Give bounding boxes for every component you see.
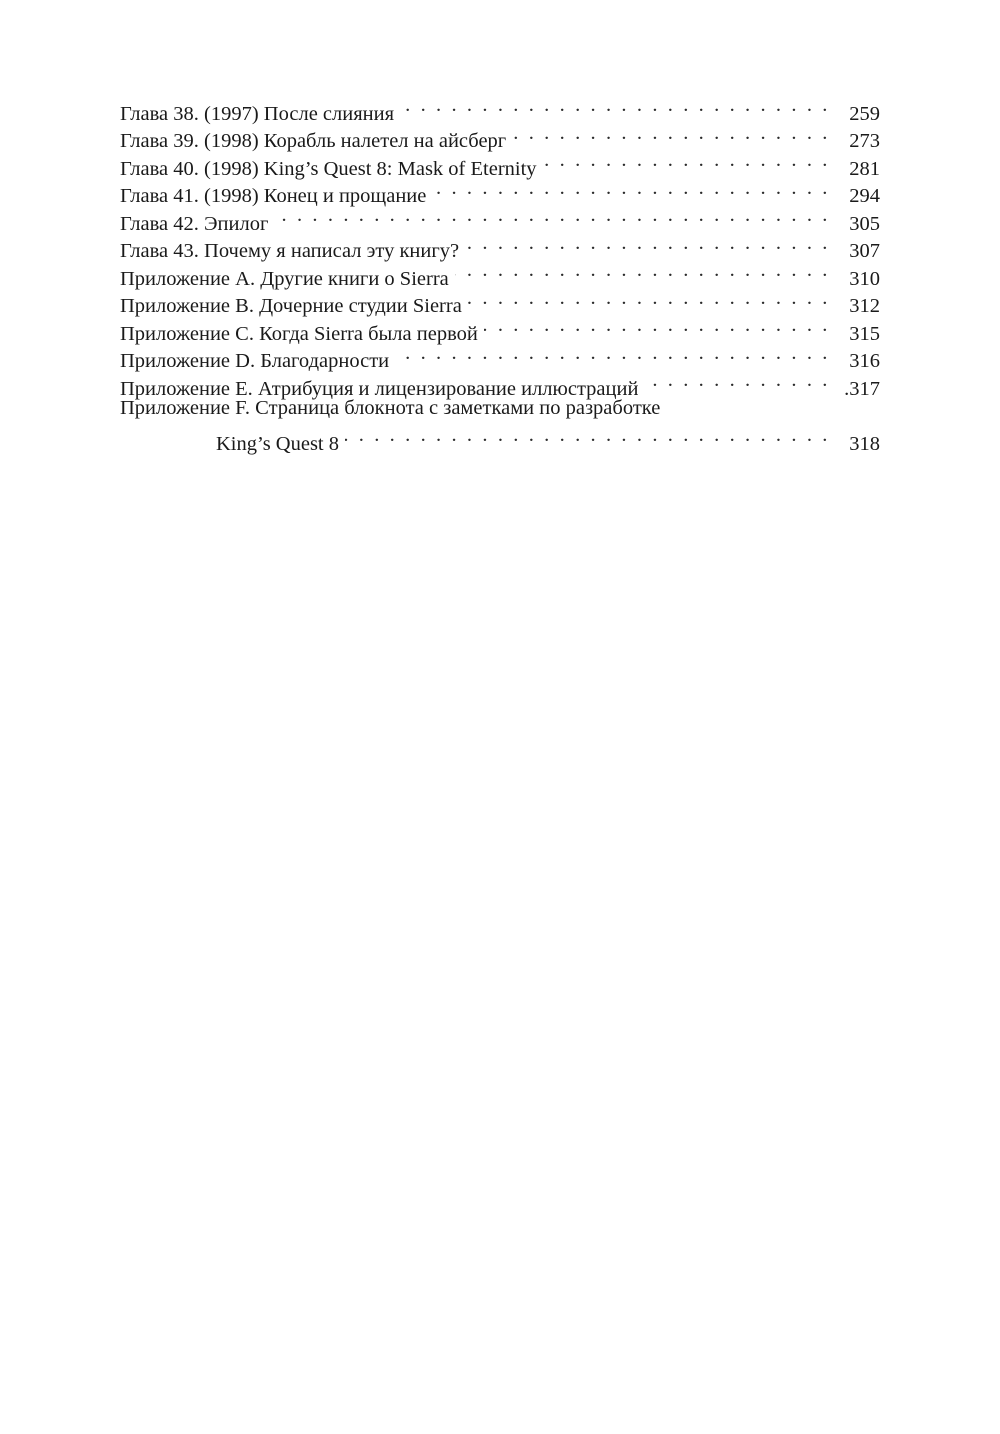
dot-leader [274, 202, 830, 230]
toc-entry-title: Глава 40. (1998) King’s Quest 8: Mask of Eternity [120, 157, 537, 180]
toc-entry-title-continued: King’s Quest 8 [216, 432, 339, 455]
toc-entry-page: 305 [849, 212, 880, 235]
toc-entry-title: Приложение B. Дочерние студии Sierra [120, 295, 462, 317]
toc-entry-page: 315 [849, 322, 880, 345]
dot-leader [345, 422, 830, 450]
toc-entry-title: Глава 43. Почему я написал эту книгу? [120, 240, 460, 262]
toc-entry-title: Глава 42. Эпилог [120, 212, 269, 235]
toc-entry-title: Приложение E. Атрибуция и лицензирование иллюстраций [120, 377, 639, 400]
toc-entry-title: Приложение C. Когда Sierra была первой [120, 322, 478, 345]
toc-entry-title: Приложение A. Другие книги о Sierra [120, 267, 449, 290]
dot-leader [484, 312, 830, 340]
dot-leader [395, 340, 830, 368]
dot-leader [468, 285, 830, 313]
dot-leader [512, 120, 830, 148]
toc-entry-title: Глава 41. (1998) Конец и прощание [120, 185, 427, 207]
toc-entry-title: Глава 38. (1997) После слияния [120, 102, 395, 125]
dot-leader [543, 147, 830, 175]
toc-entry-page: 307 [849, 240, 880, 262]
toc-entry [120, 92, 880, 125]
toc-entry-page: .317 [844, 377, 880, 400]
toc-entry [120, 422, 880, 455]
dot-leader [465, 230, 830, 258]
toc-entry-page: 281 [849, 157, 880, 180]
dot-leader [432, 175, 830, 203]
dot-leader [455, 257, 830, 285]
toc-entry-page: 316 [849, 350, 880, 372]
table-of-contents [120, 92, 880, 455]
toc-entry-title: Приложение F. Страница блокнота с заметками по разработке [120, 396, 661, 419]
toc-entry-page: 259 [849, 102, 880, 125]
toc-entry-title-line [120, 395, 880, 423]
dot-leader [644, 367, 830, 395]
toc-entry-title: Приложение D. Благодарности [120, 350, 390, 372]
toc-entry-page: 318 [849, 432, 880, 455]
toc-entry-page: 273 [849, 130, 880, 152]
toc-entry-page: 294 [849, 185, 880, 207]
toc-entry-page: 310 [849, 267, 880, 290]
toc-entry-title: Глава 39. (1998) Корабль налетел на айсберг [120, 130, 507, 152]
toc-entry-page: 312 [849, 295, 880, 317]
dot-leader [400, 92, 830, 120]
